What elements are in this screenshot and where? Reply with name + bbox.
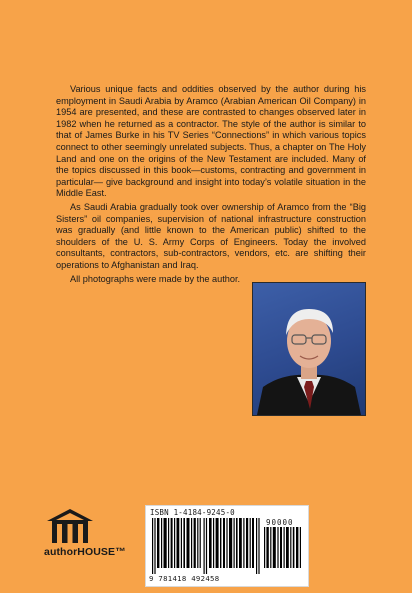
author-photo	[252, 282, 366, 416]
description-paragraph-2: As Saudi Arabia gradually took over ownership of Aramco from the “Big Sisters” oil companies, supervision of national infrastructure construction was gradually (and little known to the American public) shifted to the shoulders of the U. S. Army Corps of Engineers. Today the involved consultants, contractors, sub-contractors, vendors, etc. are shifting their operations to Afghanistan and Iraq.	[56, 201, 366, 270]
barcode-number: 9 781418 492458	[149, 574, 220, 583]
addon-barcode-bars	[264, 527, 302, 568]
barcode-bars	[152, 518, 260, 574]
isbn-barcode	[145, 505, 309, 587]
publisher-name: authorHOUSE™	[44, 546, 126, 558]
book-description	[56, 84, 366, 287]
description-paragraph-1: Various unique facts and oddities observed by the author during his employment in Saudi Arabia by Aramco (Arabian American Oil Company) in 1954 are presented, and these are contrasted to changes observed later in 1982 when he returned as a contractor. The style of the author is similar to that of James Burke in his TV Series “Connections” in which various topics connect to other seemingly unrelated subjects. Thus, a chapter on The Holy Land and one on the origins of the New Testament are included. Many of the topics discussed in this book—customs, contracting and government in particular— give background and insight into today’s volatile situation in the Middle East.	[56, 84, 366, 199]
description-paragraph-3: All photographs were made by the author.	[70, 273, 241, 284]
barcode-addon-number: 90000	[266, 518, 294, 527]
isbn-label: ISBN 1-4184-9245-0	[150, 508, 235, 517]
house-logo-icon	[46, 508, 94, 544]
